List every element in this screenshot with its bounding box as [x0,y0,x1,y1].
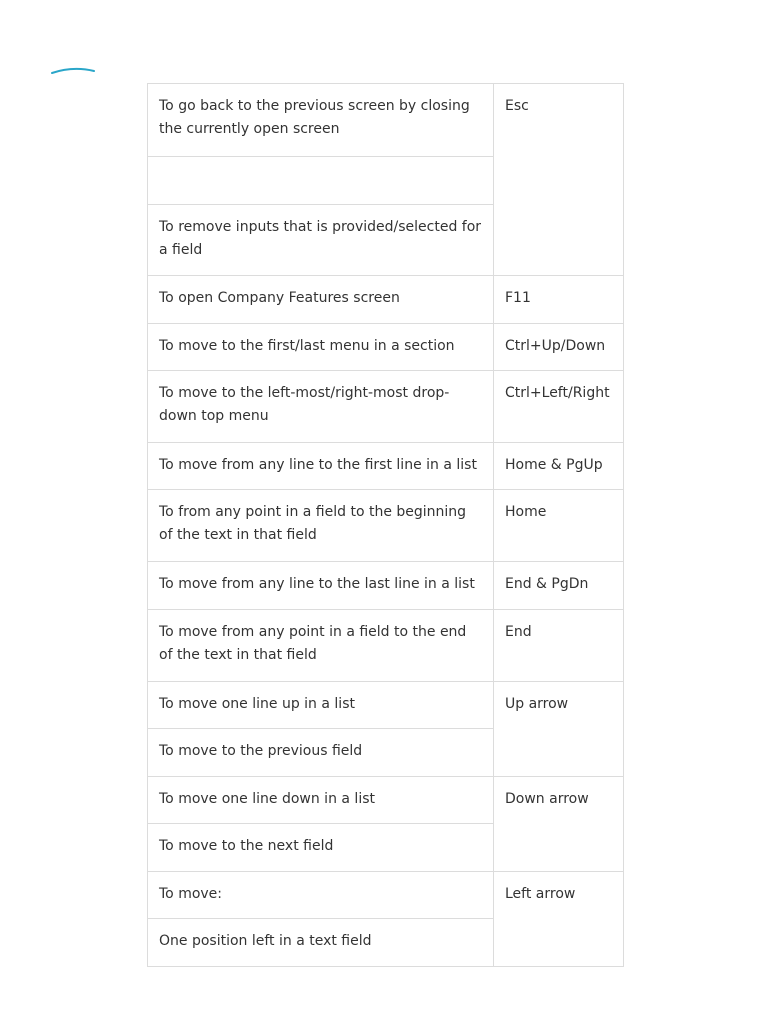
key-cell: F11 [494,276,624,324]
key-cell: Ctrl+Left/Right [494,371,624,443]
table-row [148,84,624,157]
key-cell: Down arrow [494,777,624,872]
table-row [148,872,624,919]
key-cell: Home & PgUp [494,443,624,490]
shortcut-table [147,83,624,967]
key-cell: End & PgDn [494,562,624,610]
action-cell [148,157,494,205]
action-cell: To move one line up in a list [148,682,494,729]
table-row [148,490,624,562]
table-row [148,562,624,610]
action-cell: To open Company Features screen [148,276,494,324]
action-cell: To move to the first/last menu in a section [148,324,494,371]
table-row [148,443,624,490]
loading-spinner-icon [50,64,96,76]
table-row [148,324,624,371]
table-row [148,682,624,729]
key-cell: Left arrow [494,872,624,967]
action-cell: To move from any point in a field to the end of the text in that field [148,610,494,682]
action-cell: To move to the left-most/right-most drop-down top menu [148,371,494,443]
table-row [148,371,624,443]
action-cell: To move to the previous field [148,729,494,777]
key-cell: Esc [494,84,624,276]
key-cell: Home [494,490,624,562]
key-cell: End [494,610,624,682]
action-cell: To move to the next field [148,824,494,872]
shortcut-table-container [147,98,623,967]
action-cell: To go back to the previous screen by closing the currently open screen [148,84,494,157]
action-cell: One position left in a text field [148,919,494,967]
action-cell: To move from any line to the last line in a list [148,562,494,610]
table-row [148,276,624,324]
action-cell: To from any point in a field to the beginning of the text in that field [148,490,494,562]
table-row [148,610,624,682]
action-cell: To move: [148,872,494,919]
action-cell: To remove inputs that is provided/selected for a field [148,205,494,276]
action-cell: To move one line down in a list [148,777,494,824]
key-cell: Ctrl+Up/Down [494,324,624,371]
action-cell: To move from any line to the first line in a list [148,443,494,490]
table-row [148,777,624,824]
key-cell: Up arrow [494,682,624,777]
